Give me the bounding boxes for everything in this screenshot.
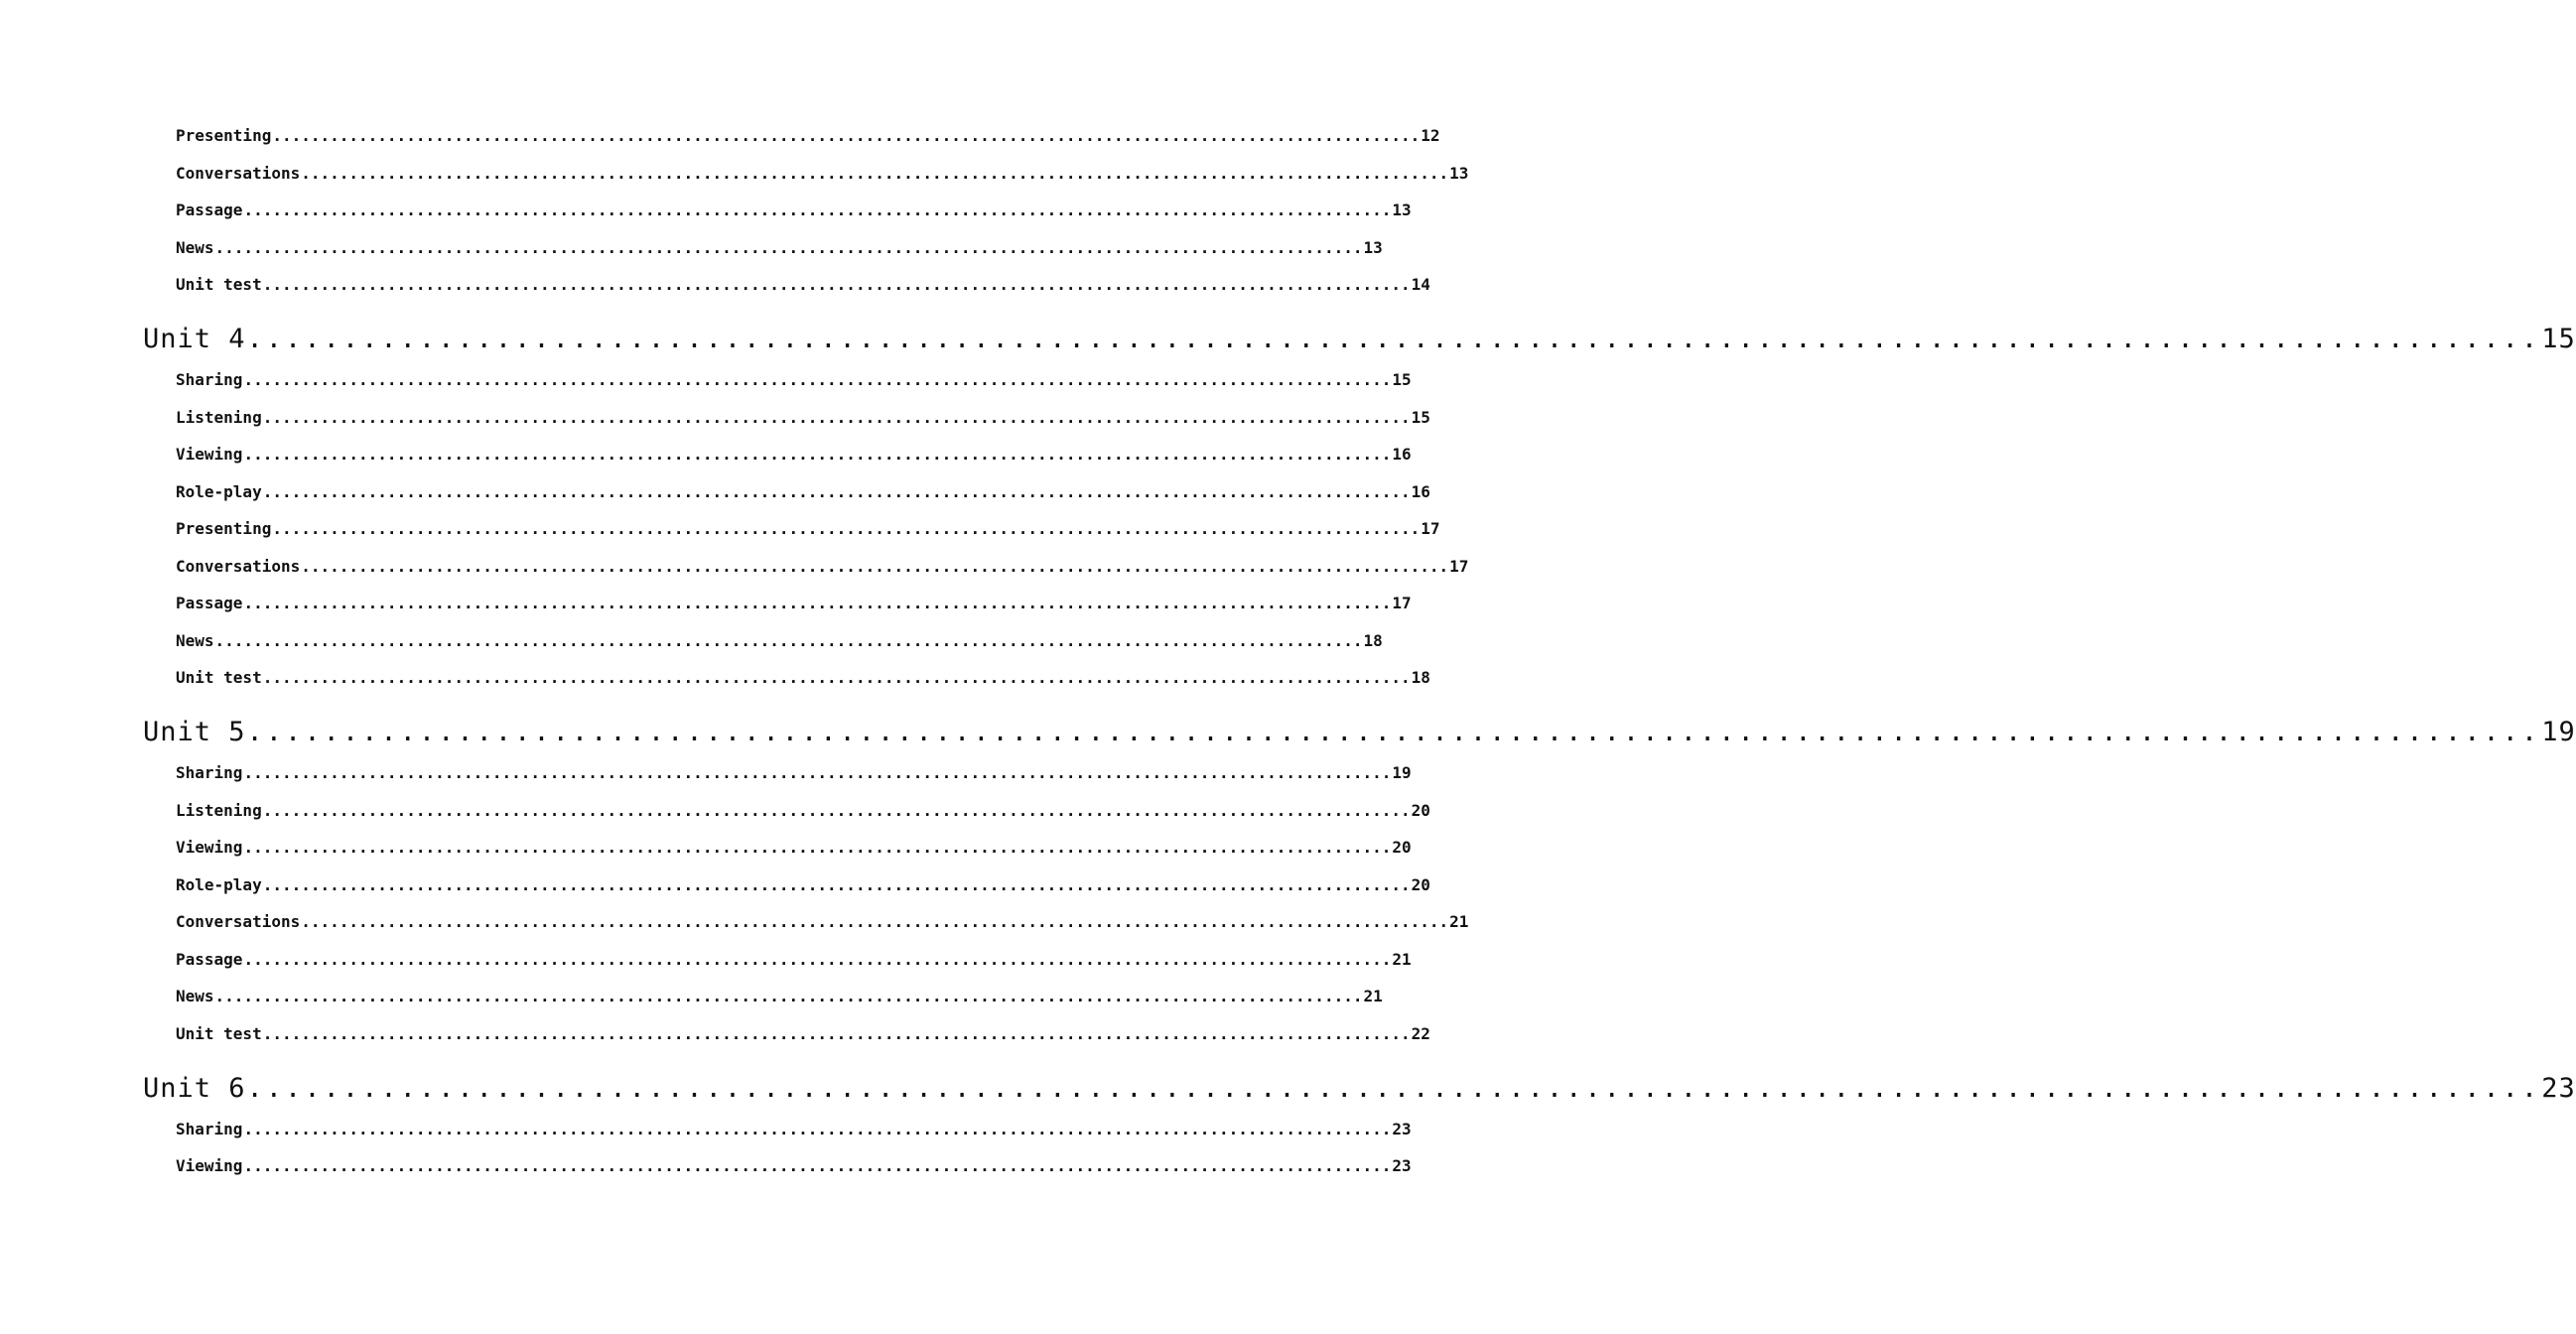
toc-dot-leader: ........................................................................................................................: [214, 987, 1363, 1005]
toc-dot-leader: ........................................................................................................................: [246, 324, 2541, 354]
toc-unit-heading[interactable]: [143, 321, 2576, 358]
toc-dot-leader: ........................................................................................................................: [243, 1156, 1392, 1175]
toc-entry-label: Passage: [176, 594, 243, 612]
toc-dot-leader: ........................................................................................................................: [243, 949, 1392, 969]
toc-page-number: 15: [2541, 324, 2576, 354]
toc-page-number: 18: [1363, 630, 1383, 650]
toc-page-number: 17: [1392, 594, 1412, 612]
toc-entry-label: Presenting: [176, 126, 272, 145]
toc-entry-label: Unit 6: [143, 1072, 246, 1104]
toc-dot-leader: ........................................................................................................................: [214, 630, 1363, 650]
toc-page-number: 17: [1449, 556, 1469, 576]
toc-page-number: 18: [1411, 668, 1430, 687]
toc-dot-leader: ........................................................................................................................: [243, 200, 1392, 219]
toc-unit-heading[interactable]: [143, 1070, 2576, 1108]
toc-page-number: 23: [1392, 1119, 1412, 1138]
toc-entry[interactable]: [176, 1022, 1430, 1046]
toc-entry[interactable]: [176, 629, 1383, 653]
toc-dot-leader: ........................................................................................................................: [243, 1119, 1392, 1138]
toc-page-number: 21: [1363, 987, 1383, 1005]
toc-entry-label: Conversations: [176, 912, 301, 931]
toc-page-number: 16: [1411, 481, 1430, 501]
toc-entry-label: Unit 4: [143, 324, 246, 354]
toc-page-number: 16: [1392, 445, 1412, 464]
toc-dot-leader: ........................................................................................................................: [243, 445, 1392, 464]
toc-entry-label: Viewing: [176, 445, 243, 464]
toc-dot-leader: ........................................................................................................................: [262, 800, 1411, 820]
toc-entry-label: Sharing: [176, 763, 243, 782]
toc-page-number: 14: [1411, 275, 1430, 294]
toc-page-number: 13: [1363, 237, 1383, 257]
toc-entry[interactable]: [176, 592, 1412, 615]
toc-page-number: 23: [1392, 1156, 1412, 1175]
toc-page-number: 13: [1392, 200, 1412, 219]
toc-entry[interactable]: [176, 761, 1412, 785]
toc-page-number: 19: [1392, 763, 1412, 782]
toc-entry[interactable]: [176, 368, 1412, 392]
toc-dot-leader: ........................................................................................................................: [301, 556, 1449, 576]
toc-entry-label: Sharing: [176, 370, 243, 389]
toc-entry[interactable]: [176, 273, 1430, 297]
toc-dot-leader: ........................................................................................................................: [243, 838, 1392, 857]
toc-entry-label: Listening: [176, 800, 262, 820]
toc-entry-label: Presenting: [176, 519, 272, 538]
toc-entry-label: Unit test: [176, 275, 262, 294]
toc-entry-label: Passage: [176, 949, 243, 969]
toc-entry[interactable]: [176, 236, 1383, 260]
toc-entry[interactable]: [176, 836, 1412, 860]
toc-entry[interactable]: [176, 985, 1383, 1008]
toc-page-number: 15: [1411, 407, 1430, 427]
toc-dot-leader: ........................................................................................................................: [301, 163, 1449, 183]
toc-entry-label: Role-play: [176, 481, 262, 501]
toc-page-number: 17: [1421, 519, 1440, 538]
toc-dot-leader: ........................................................................................................................: [243, 370, 1392, 389]
toc-dot-leader: ........................................................................................................................: [262, 407, 1411, 427]
toc-entry[interactable]: [176, 517, 1440, 541]
toc-entry[interactable]: [176, 162, 1469, 186]
toc-entry-label: Role-play: [176, 874, 262, 894]
toc-dot-leader: ........................................................................................................................: [262, 275, 1411, 294]
toc-entry[interactable]: [176, 443, 1412, 467]
toc-page-number: 23: [2541, 1072, 2576, 1104]
toc-entry-label: News: [176, 630, 214, 650]
toc-dot-leader: ........................................................................................................................: [243, 594, 1392, 612]
toc-entry-label: Unit test: [176, 668, 262, 687]
toc-page-number: 15: [1392, 370, 1412, 389]
toc-entry-label: Viewing: [176, 1156, 243, 1175]
toc-entry[interactable]: [176, 910, 1469, 934]
toc-dot-leader: ........................................................................................................................: [246, 1072, 2541, 1104]
toc-unit-heading[interactable]: [143, 714, 2576, 751]
toc-page-number: 12: [1421, 126, 1440, 145]
toc-dot-leader: ........................................................................................................................: [262, 668, 1411, 687]
toc-dot-leader: ........................................................................................................................: [262, 874, 1411, 894]
toc-entry-label: Unit 5: [143, 717, 246, 747]
toc-page-number: 20: [1411, 874, 1430, 894]
toc-entry[interactable]: [176, 1118, 1412, 1141]
toc-entry[interactable]: [176, 666, 1430, 690]
toc-page-number: 13: [1449, 163, 1469, 183]
toc-entry[interactable]: [176, 799, 1430, 823]
toc-entry[interactable]: [176, 948, 1412, 972]
toc-entry[interactable]: [176, 873, 1430, 897]
toc-entry-label: Passage: [176, 200, 243, 219]
toc-entry-label: Listening: [176, 407, 262, 427]
toc-entry[interactable]: [176, 199, 1412, 222]
toc-page-number: 20: [1411, 800, 1430, 820]
toc-entry[interactable]: [176, 406, 1430, 430]
toc-dot-leader: ........................................................................................................................: [214, 237, 1363, 257]
toc-dot-leader: ........................................................................................................................: [243, 763, 1392, 782]
toc-entry[interactable]: [176, 555, 1469, 579]
toc-entry-label: Conversations: [176, 163, 301, 183]
toc-entry-label: Unit test: [176, 1023, 262, 1043]
toc-page-number: 21: [1392, 949, 1412, 969]
toc-dot-leader: ........................................................................................................................: [262, 481, 1411, 501]
toc-page-number: 21: [1449, 912, 1469, 931]
toc-entry[interactable]: [176, 1154, 1412, 1178]
toc-entry-label: Sharing: [176, 1119, 243, 1138]
toc-dot-leader: ........................................................................................................................: [272, 126, 1421, 145]
toc-entry[interactable]: [176, 480, 1430, 504]
toc-entry-label: Viewing: [176, 838, 243, 857]
toc-dot-leader: ........................................................................................................................: [301, 912, 1449, 931]
toc-entry-label: News: [176, 237, 214, 257]
toc-page-number: 22: [1411, 1023, 1430, 1043]
toc-entry[interactable]: [176, 124, 1440, 148]
toc-dot-leader: ........................................................................................................................: [272, 519, 1421, 538]
toc-entry-label: Conversations: [176, 556, 301, 576]
toc-dot-leader: ........................................................................................................................: [246, 717, 2541, 747]
toc-page-number: 20: [1392, 838, 1412, 857]
toc-page-number: 19: [2541, 717, 2576, 747]
toc-entry-label: News: [176, 987, 214, 1005]
toc-dot-leader: ........................................................................................................................: [262, 1023, 1411, 1043]
